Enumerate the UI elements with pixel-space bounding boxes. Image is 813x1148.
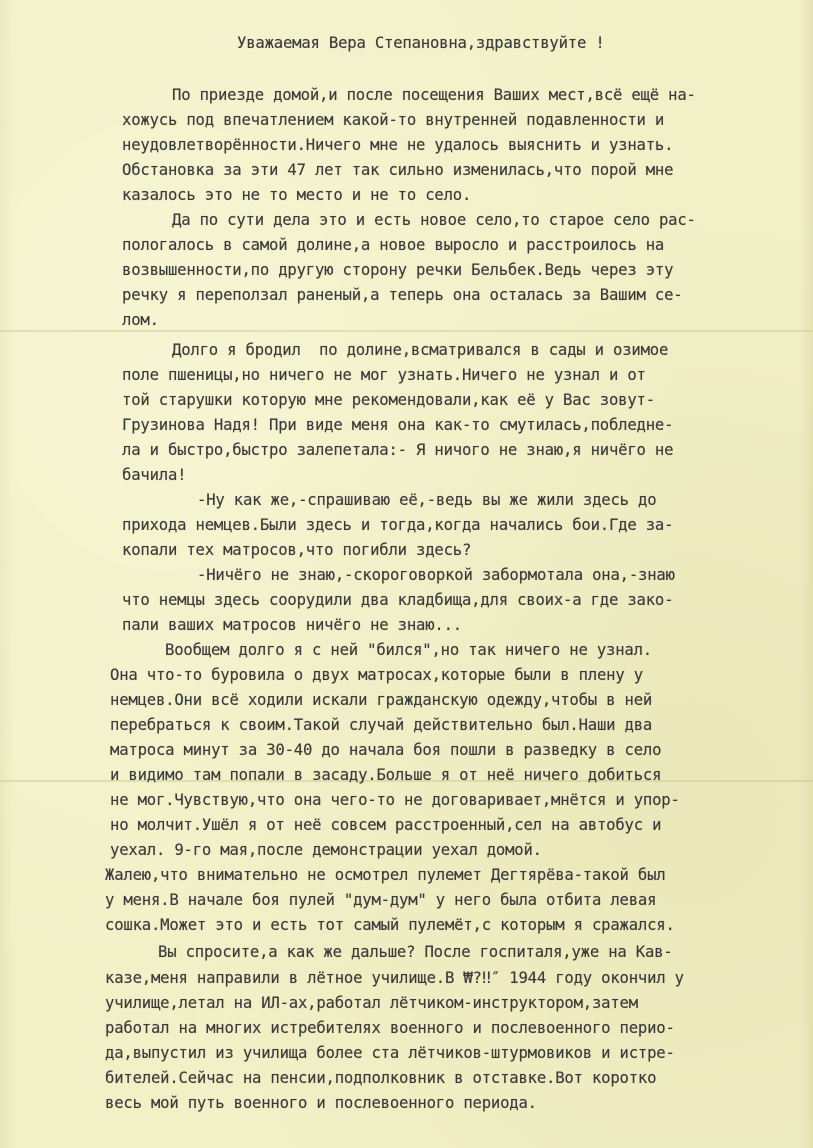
letter-line: прихода немцев.Были здесь и тогда,когда начались бои.Где за- <box>122 516 674 534</box>
letter-line: у меня.В начале боя пулей "дум-дум" у него была отбита левая <box>105 891 657 909</box>
letter-line: ла и быстро,быстро залепетала:- Я ничого не знаю,я ничёго не <box>122 441 674 459</box>
letter-line: и видимо там попали в засаду.Больше я от неё ничего добиться <box>110 766 662 784</box>
letter-line: речку я переползал раненый,а теперь она осталась за Вашим се- <box>122 286 683 304</box>
letter-line: поле пшеницы,но ничего не мог узнать.Ничего не узнал и от <box>122 366 646 384</box>
letter-line: копали тех матросов,что погибли здесь? <box>122 541 472 559</box>
letter-line: казалось это не то место и не то село. <box>122 186 472 204</box>
letter-line: училище,летал на ИЛ-ах,работал лётчиком-инструктором,затем <box>105 994 638 1012</box>
letter-line: Грузинова Надя! При виде меня она как-то смутилась,побледне- <box>122 416 674 434</box>
letter-line: По приезде домой,и после посещения Ваших мест,всё ещё на- <box>172 86 696 104</box>
letter-line: пали ваших матросов ничёго не знаю... <box>122 616 462 634</box>
letter-line: что немцы здесь соорудили два кладбища,для своих-а где зако- <box>122 591 674 609</box>
letter-line: но молчит.Ушёл я от неё совсем расстроенный,сел на автобус и <box>110 816 662 834</box>
letter-line: Долго я бродил по долине,всматривался в сады и озимое <box>172 341 669 359</box>
letter-line: Жалею,что внимательно не осмотрел пулемет Дегтярёва-такой был <box>105 866 666 884</box>
letter-line: весь мой путь военного и послевоенного периода. <box>105 1094 537 1112</box>
letter-line: казе,меня направили в лётное училище.В ₩?‼″ 1944 году окончил у <box>105 969 684 987</box>
letter-line: возвышенности,по другую сторону речки Бельбек.Ведь через эту <box>122 261 674 279</box>
letter-line: той старушки которую мне рекомендовали,как её у Вас зовут- <box>122 391 655 409</box>
letter-line: сошка.Может это и есть тот самый пулемёт,с которым я сражался. <box>105 916 675 934</box>
letter-line: уехал. 9-го мая,после демонстрации уехал домой. <box>110 841 542 859</box>
letter-line: -Ничёго не знаю,-скороговоркой забормотала она,-знаю <box>197 566 675 584</box>
letter-line: Вы спросите,а как же дальше? После госпиталя,уже на Кав- <box>158 943 673 961</box>
letter-line: немцев.Они всё ходили искали гражданскую одежду,чтобы в ней <box>110 691 653 709</box>
letter-line: Она что-то буровила о двух матросах,которые были в плену у <box>110 666 643 684</box>
letter-line: матроса минут за 30-40 до начала боя пошли в разведку в село <box>110 741 662 759</box>
letter-line: да,выпустил из училища более ста лётчиков-штурмовиков и истре- <box>105 1044 675 1062</box>
letter-line: перебраться к своим.Такой случай действительно был.Наши два <box>110 716 653 734</box>
letter-line: бачила! <box>122 466 187 484</box>
letter-line: -Ну как же,-спрашиваю её,-ведь вы же жили здесь до <box>197 491 657 509</box>
letter-line: работал на многих истребителях военного и послевоенного перио- <box>105 1019 675 1037</box>
letter-line: бителей.Сейчас на пенсии,подполковник в отставке.Вот коротко <box>105 1069 657 1087</box>
letter-line: Да по сути дела это и есть новое село,то старое село рас- <box>172 211 696 229</box>
letter-line: Обстановка за эти 47 лет так сильно изменилась,что порой мне <box>122 161 674 179</box>
letter-line: не мог.Чувствую,что она чего-то не договаривает,мнётся и упор- <box>110 791 680 809</box>
letter-line: Вообщем долго я с ней "бился",но так ничего не узнал. <box>165 641 652 659</box>
letter-line: пологалось в самой долине,а новое выросло и расстроилось на <box>122 236 665 254</box>
letter-line: хожусь под впечатлением какой-то внутренней подавленности и <box>122 111 665 129</box>
letter-line: лом. <box>122 311 159 329</box>
letter-line: неудовлетворённости.Ничего мне не удалось выяснить и узнать. <box>122 136 674 154</box>
letter-salutation: Уважаемая Вера Степановна,здравствуйте ! <box>237 34 605 52</box>
